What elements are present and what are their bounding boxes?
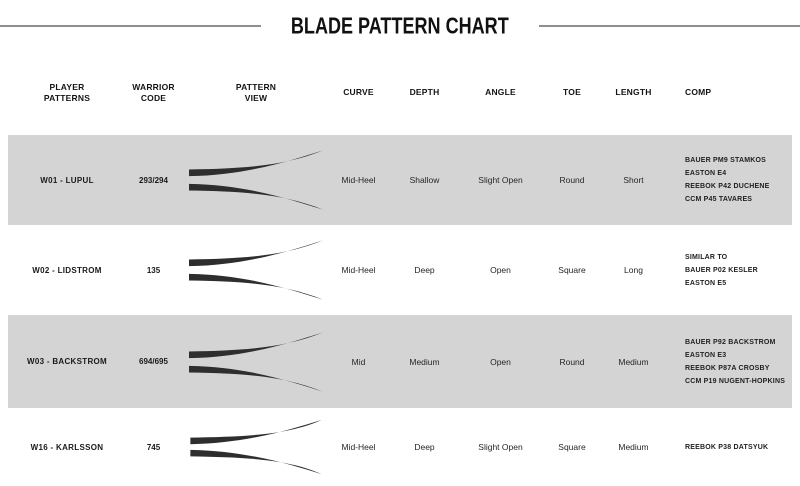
col-header-comp: COMP [685, 87, 712, 98]
cell-length: Medium [618, 356, 649, 367]
cell-depth: Deep [414, 442, 435, 452]
blade-side-view [189, 274, 323, 300]
cell-toe: Round [559, 175, 585, 185]
cell-depth: Shallow [409, 175, 440, 185]
blade-top-view [189, 332, 323, 358]
title-rule-right [539, 25, 800, 27]
blade-pattern-icon [189, 148, 323, 212]
cell-angle: Open [490, 356, 511, 367]
blade-top-view [189, 150, 323, 176]
cell-player-pattern: W01 - LUPUL [40, 175, 94, 185]
table-header-row [8, 61, 792, 135]
table-row [8, 408, 792, 486]
blade-pattern-icon [189, 330, 323, 394]
col-header-length: LENGTH [615, 87, 652, 98]
page-title: BLADE PATTERN CHART [291, 12, 509, 39]
cell-warrior-code: 135 [146, 265, 161, 275]
cell-pattern-view [181, 135, 331, 225]
cell-length: Medium [618, 442, 649, 452]
cell-pattern-view [181, 225, 331, 315]
col-header-toe: TOE [563, 87, 581, 98]
cell-curve: Mid-Heel [341, 442, 376, 452]
cell-player-pattern: W16 - KARLSSON [30, 442, 104, 452]
cell-toe: Square [558, 442, 586, 452]
cell-comp: BAUER P92 BACKSTROM EASTON E3 REEBOK P87A CROSBY CCM P19 NUGENT-HOPKINS [685, 338, 786, 385]
col-header-depth: DEPTH [409, 87, 440, 98]
cell-curve: Mid-Heel [341, 265, 376, 275]
col-header-warrior-code: WARRIOR CODE [132, 81, 175, 103]
table-row [8, 225, 792, 315]
cell-comp: BAUER PM9 STAMKOS EASTON E4 REEBOK P42 DUCHENE CCM P45 TAVARES [685, 157, 770, 203]
cell-player-pattern: W02 - LIDSTROM [32, 265, 102, 275]
title-rule-left [0, 25, 261, 27]
cell-angle: Slight Open [478, 175, 523, 185]
cell-depth: Deep [414, 265, 435, 275]
col-header-angle: ANGLE [485, 87, 516, 98]
cell-toe: Round [559, 356, 585, 367]
col-header-curve: CURVE [343, 87, 374, 98]
cell-angle: Open [490, 265, 511, 275]
title-bar [0, 0, 800, 61]
cell-comp: REEBOK P38 DATSYUK [685, 443, 769, 451]
cell-player-pattern: W03 - BACKSTROM [26, 357, 108, 366]
blade-pattern-icon [189, 417, 323, 477]
cell-comp: SIMILAR TO BAUER P02 KESLER EASTON E5 [685, 253, 758, 287]
cell-angle: Slight Open [478, 442, 523, 452]
cell-pattern-view [181, 315, 331, 408]
col-header-player-patterns: PLAYER PATTERNS [43, 81, 91, 103]
blade-pattern-icon [189, 238, 323, 302]
cell-length: Long [624, 265, 643, 275]
cell-warrior-code: 293/294 [139, 175, 168, 185]
blade-top-view [189, 240, 323, 266]
cell-pattern-view [181, 408, 331, 486]
table-row [8, 135, 792, 225]
blade-side-view [190, 450, 321, 474]
cell-warrior-code: 694/695 [139, 357, 168, 366]
cell-curve: Mid-Heel [341, 175, 376, 185]
cell-length: Short [623, 175, 644, 185]
blade-side-view [189, 365, 323, 391]
blade-side-view [189, 184, 323, 210]
cell-warrior-code: 745 [146, 442, 161, 452]
blade-top-view [190, 420, 321, 444]
cell-curve: Mid [351, 356, 366, 367]
cell-toe: Square [558, 265, 586, 275]
col-header-pattern-view: PATTERN VIEW [235, 81, 277, 103]
cell-depth: Medium [409, 356, 440, 367]
table-row [8, 315, 792, 408]
